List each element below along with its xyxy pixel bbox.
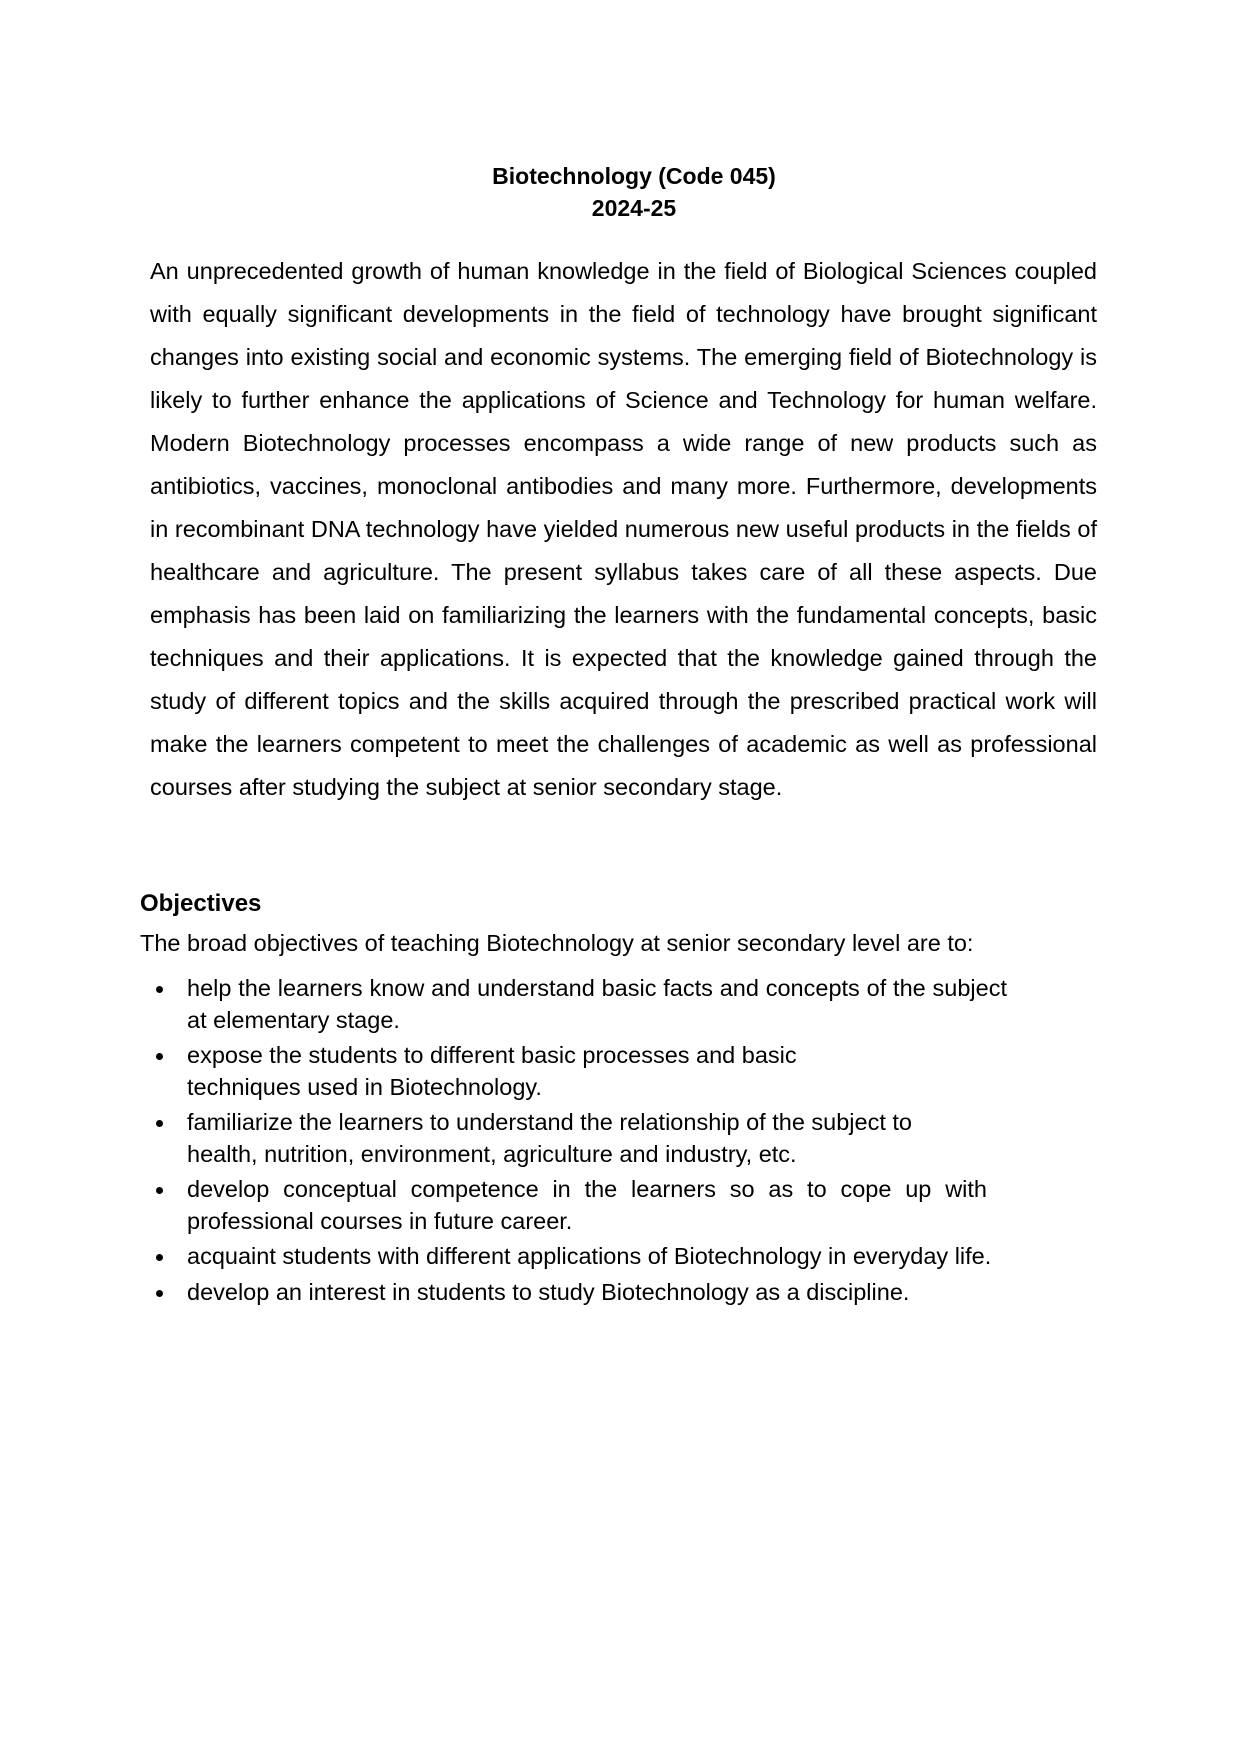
bullet-icon (156, 1290, 163, 1297)
objective-text: acquaint students with different applications of Biotechnology in everyday life. (187, 1243, 992, 1269)
list-item (140, 1107, 1040, 1170)
objective-text: expose the students to different basic processes and basic techniques used in Biotechnology. (187, 1042, 797, 1100)
objective-text: help the learners know and understand basic facts and concepts of the subject at elementary stage. (187, 975, 1007, 1033)
objective-text: develop conceptual competence in the learners so as to cope up with professional courses in future career. (187, 1176, 987, 1234)
bullet-icon (156, 986, 163, 993)
objectives-heading: Objectives (140, 890, 262, 917)
intro-paragraph: An unprecedented growth of human knowledge in the field of Biological Sciences coupled with equally significant developments in the field of technology have brought significant changes into existing social and economic systems. The emerging field of Biotechnology is likely to further enhance the applications of Science and Technology for human welfare. Modern Biotechnology processes encompass a wide range of new products such as antibiotics, vaccines, monoclonal antibodies and many more. Furthermore, developments in recombinant DNA technology have yielded numerous new useful products in the fields of healthcare and agriculture. The present syllabus takes care of all these aspects. Due emphasis has been laid on familiarizing the learners with the fundamental concepts, basic techniques and their applications. It is expected that the knowledge gained through the study of different topics and the skills acquired through the prescribed practical work will make the learners competent to meet the challenges of academic as well as professional courses after studying the subject at senior secondary stage. (150, 258, 1097, 800)
bullet-icon (156, 1187, 163, 1194)
objective-text: familiarize the learners to understand the relationship of the subject to health, nutrition, environment, agriculture and industry, etc. (187, 1109, 913, 1167)
objectives-lead: The broad objectives of teaching Biotechnology at senior secondary level are to: (140, 930, 974, 956)
objectives-list (140, 973, 1040, 1312)
list-item (140, 1241, 1040, 1273)
bullet-icon (156, 1254, 163, 1261)
title-block (0, 160, 1240, 224)
objective-text: develop an interest in students to study Biotechnology as a discipline. (187, 1278, 910, 1305)
document-year: 2024-25 (591, 195, 677, 221)
bullet-icon (156, 1120, 163, 1127)
list-item (140, 973, 1040, 1036)
bullet-icon (156, 1053, 163, 1060)
list-item (140, 1174, 1040, 1237)
list-item (140, 1277, 1040, 1309)
document-title: Biotechnology (Code 045) (492, 163, 776, 189)
list-item (140, 1040, 1040, 1103)
